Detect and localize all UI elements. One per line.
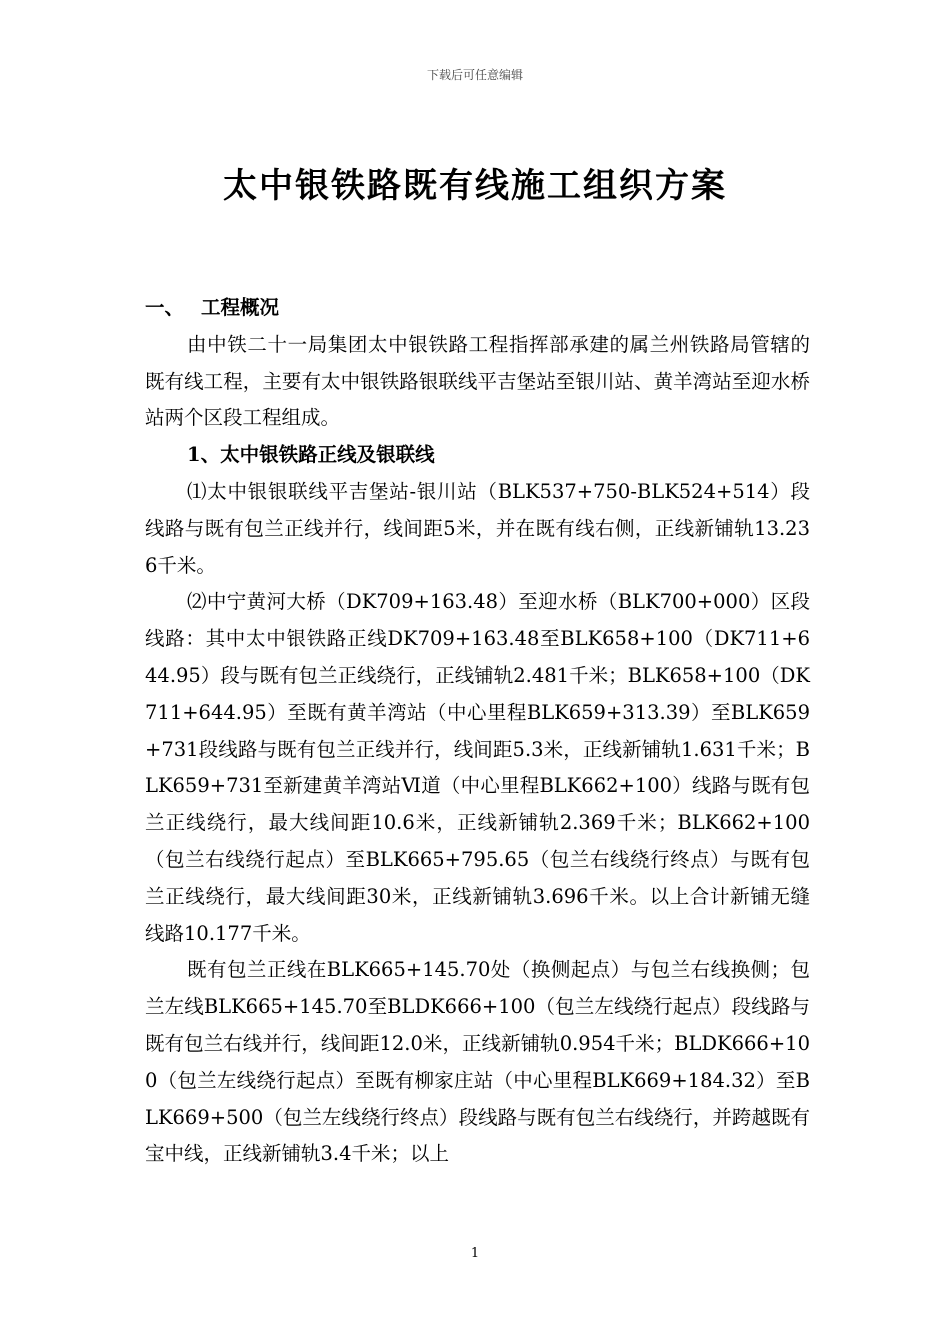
document-title: 太中银铁路既有线施工组织方案 bbox=[223, 166, 727, 206]
document-body bbox=[145, 290, 810, 1173]
paragraph-item-2: ⑵中宁黄河大桥（DK709+163.48）至迎水桥（BLK700+000）区段线路：其中太中银铁路正线DK709+163.48至BLK658+100（DK711+644.95）段与既有包兰正线绕行，正线铺轨2.481千米；BLK658+100（DK711+644.95）至既有黄羊湾站（中心里程BLK659+313.39）至BLK659+731段线路与既有包兰正线并行，线间距5.3米，正线新铺轨1.631千米；BLK659+731至新建黄羊湾站Ⅵ道（中心里程BLK662+100）线路与既有包兰正线绕行，最大线间距10.6米，正线新铺轨2.369千米；BLK662+100（包兰右线绕行起点）至BLK665+795.65（包兰右线绕行终点）与既有包兰正线绕行，最大线间距30米，正线新铺轨3.696千米。以上合计新铺无缝线路10.177千米。 bbox=[145, 590, 810, 945]
intro-paragraph: 由中铁二十一局集团太中银铁路工程指挥部承建的属兰州铁路局管辖的既有线工程，主要有太中银铁路银联线平吉堡站至银川站、黄羊湾站至迎水桥站两个区段工程组成。 bbox=[145, 332, 810, 430]
page-header-note: 下载后可任意编辑 bbox=[426, 68, 523, 82]
section-title: 工程概况 bbox=[201, 296, 280, 319]
subsection-heading: 1、太中银铁路正线及银联线 bbox=[187, 443, 435, 467]
section-heading bbox=[145, 290, 810, 327]
section-number: 一、 bbox=[145, 296, 185, 319]
paragraph-item-1: ⑴太中银银联线平吉堡站-银川站（BLK537+750-BLK524+514）段线路与既有包兰正线并行，线间距5米，并在既有线右侧，正线新铺轨13.236千米。 bbox=[145, 479, 810, 577]
page-number: 1 bbox=[470, 1246, 480, 1261]
paragraph-item-3: 既有包兰正线在BLK665+145.70处（换侧起点）与包兰右线换侧；包兰左线BLK665+145.70至BLDK666+100（包兰左线绕行起点）段线路与既有包兰右线并行，线间距12.0米，正线新铺轨0.954千米；BLDK666+100（包兰左线绕行起点）至既有柳家庄站（中心里程BLK669+184.32）至BLK669+500（包兰左线绕行终点）段线路与既有包兰右线绕行，并跨越既有宝中线，正线新铺轨3.4千米；以上 bbox=[145, 958, 810, 1166]
